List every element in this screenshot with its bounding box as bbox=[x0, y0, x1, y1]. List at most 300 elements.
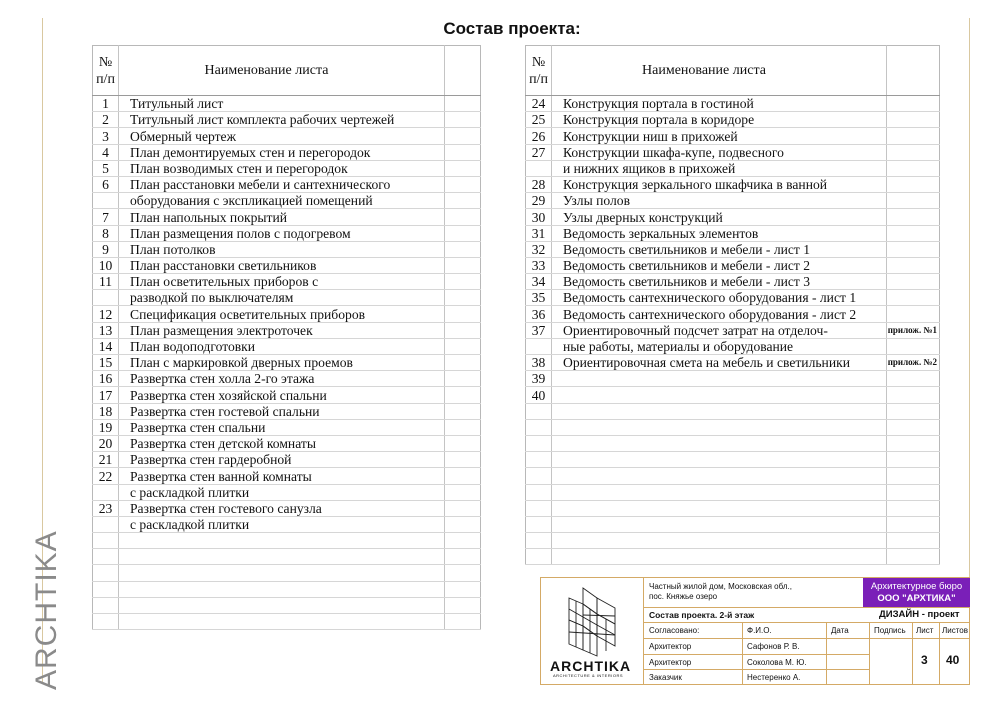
row-note bbox=[445, 128, 481, 144]
bureau-name-line1: Архитектурное бюро bbox=[870, 581, 963, 592]
table-row bbox=[93, 355, 481, 371]
row-note bbox=[887, 128, 940, 144]
table-row bbox=[93, 614, 481, 630]
row-note bbox=[887, 176, 940, 192]
row-note bbox=[445, 484, 481, 500]
sheet-name: Развертка стен холла 2-го этажа bbox=[119, 371, 445, 387]
row-note bbox=[445, 403, 481, 419]
row-note bbox=[887, 306, 940, 322]
row-note bbox=[887, 371, 940, 387]
row-note bbox=[445, 452, 481, 468]
sheet-name: ные работы, материалы и оборудование bbox=[552, 338, 887, 354]
sheet-name: Ведомость сантехнического оборудования - лист 1 bbox=[552, 290, 887, 306]
table-row bbox=[93, 387, 481, 403]
table-row bbox=[526, 435, 940, 451]
table-row bbox=[93, 290, 481, 306]
row-number: 20 bbox=[93, 435, 119, 451]
sheet-name: План напольных покрытий bbox=[119, 209, 445, 225]
row-note bbox=[887, 209, 940, 225]
row-note bbox=[445, 597, 481, 613]
row-number bbox=[93, 516, 119, 532]
row-note bbox=[887, 160, 940, 176]
row-note bbox=[887, 241, 940, 257]
sheet-name: Ведомость зеркальных элементов bbox=[552, 225, 887, 241]
table-row bbox=[93, 565, 481, 581]
row-note bbox=[445, 160, 481, 176]
row-note bbox=[445, 387, 481, 403]
row-number: 33 bbox=[526, 257, 552, 273]
sheet-number: 3 bbox=[921, 653, 928, 667]
row-number: 5 bbox=[93, 160, 119, 176]
table-row bbox=[526, 290, 940, 306]
row-note bbox=[887, 96, 940, 112]
table-row bbox=[93, 96, 481, 112]
sheet-name: Развертка стен гардеробной bbox=[119, 452, 445, 468]
sheet-name: План размещения полов с подогревом bbox=[119, 225, 445, 241]
sheet-name bbox=[552, 452, 887, 468]
row-number: 3 bbox=[93, 128, 119, 144]
row-note bbox=[445, 241, 481, 257]
row-note bbox=[887, 516, 940, 532]
sheet-name: Ориентировочная смета на мебель и светильники bbox=[552, 355, 887, 371]
table-row bbox=[93, 128, 481, 144]
row-number: 27 bbox=[526, 144, 552, 160]
sheet-name: Конструкция портала в гостиной bbox=[552, 96, 887, 112]
row-note bbox=[445, 322, 481, 338]
row-note bbox=[887, 193, 940, 209]
table-row bbox=[93, 533, 481, 549]
row-number bbox=[526, 468, 552, 484]
sheet-name bbox=[119, 597, 445, 613]
row-note bbox=[445, 371, 481, 387]
stamp-line bbox=[644, 622, 970, 623]
person-role: Архитектор bbox=[649, 642, 692, 651]
row-number bbox=[93, 549, 119, 565]
sheet-name: Узлы дверных конструкций bbox=[552, 209, 887, 225]
sheet-name bbox=[552, 419, 887, 435]
row-note bbox=[887, 452, 940, 468]
row-note bbox=[445, 468, 481, 484]
stamp-line bbox=[869, 622, 870, 684]
row-number: 23 bbox=[93, 500, 119, 516]
table-row bbox=[93, 484, 481, 500]
logo-subtitle: ARCHITECTURE & INTERIORS bbox=[553, 673, 624, 678]
row-number: 25 bbox=[526, 112, 552, 128]
sheet-name: оборудования с экспликацией помещений bbox=[119, 193, 445, 209]
sheet-name: Развертка стен ванной комнаты bbox=[119, 468, 445, 484]
sheet-name: План с маркировкой дверных проемов bbox=[119, 355, 445, 371]
sheet-name: Ведомость светильников и мебели - лист 3 bbox=[552, 274, 887, 290]
archtika-logo-icon bbox=[541, 578, 641, 658]
row-number: 4 bbox=[93, 144, 119, 160]
table-row bbox=[93, 371, 481, 387]
sheet-name bbox=[552, 387, 887, 403]
row-number: 14 bbox=[93, 338, 119, 354]
row-number bbox=[93, 290, 119, 306]
table-row bbox=[526, 452, 940, 468]
agreed-label: Согласовано: bbox=[649, 626, 700, 635]
row-number: 26 bbox=[526, 128, 552, 144]
logo-text: ARCHTIKA bbox=[550, 658, 632, 674]
sheet-name bbox=[552, 371, 887, 387]
sheet-name: Конструкции ниш в прихожей bbox=[552, 128, 887, 144]
table-row bbox=[93, 403, 481, 419]
sheet-name: Конструкция зеркального шкафчика в ванной bbox=[552, 176, 887, 192]
right-sheet-table bbox=[525, 45, 940, 565]
table-row bbox=[526, 322, 940, 338]
row-number: 17 bbox=[93, 387, 119, 403]
table-row bbox=[93, 257, 481, 273]
sheet-name: Ориентировочный подсчет затрат на отделоч- bbox=[552, 322, 887, 338]
row-note bbox=[445, 516, 481, 532]
table-row bbox=[526, 274, 940, 290]
person-role: Архитектор bbox=[649, 658, 692, 667]
table-row bbox=[93, 516, 481, 532]
note-column-header bbox=[887, 46, 940, 96]
note-column-header bbox=[445, 46, 481, 96]
row-note bbox=[445, 144, 481, 160]
row-note bbox=[887, 435, 940, 451]
table-row bbox=[93, 176, 481, 192]
row-note bbox=[445, 96, 481, 112]
row-number bbox=[526, 403, 552, 419]
row-number: 34 bbox=[526, 274, 552, 290]
side-brand: ARCHTIKA bbox=[30, 530, 63, 690]
row-number bbox=[93, 581, 119, 597]
row-note bbox=[445, 581, 481, 597]
row-number: 29 bbox=[526, 193, 552, 209]
row-number: 7 bbox=[93, 209, 119, 225]
table-row bbox=[93, 193, 481, 209]
table-row bbox=[526, 257, 940, 273]
table-row bbox=[526, 533, 940, 549]
row-number: 9 bbox=[93, 241, 119, 257]
table-row bbox=[93, 500, 481, 516]
sheet-name: План демонтируемых стен и перегородок bbox=[119, 144, 445, 160]
row-number: 16 bbox=[93, 371, 119, 387]
project-stage: ДИЗАЙН - проект bbox=[879, 609, 960, 620]
sheet-title: Состав проекта. 2-й этаж bbox=[649, 610, 755, 620]
row-number bbox=[526, 500, 552, 516]
project-address-line2: пос. Княжье озеро bbox=[649, 592, 718, 601]
table-row bbox=[93, 225, 481, 241]
table-row bbox=[93, 241, 481, 257]
row-number: 12 bbox=[93, 306, 119, 322]
row-note bbox=[887, 225, 940, 241]
sheet-name: разводкой по выключателям bbox=[119, 290, 445, 306]
stamp-line bbox=[644, 654, 869, 655]
row-number bbox=[93, 597, 119, 613]
row-note bbox=[887, 144, 940, 160]
row-note bbox=[887, 257, 940, 273]
row-note bbox=[445, 112, 481, 128]
stamp-line bbox=[939, 622, 940, 684]
row-note bbox=[445, 614, 481, 630]
row-note bbox=[445, 209, 481, 225]
table-row bbox=[526, 225, 940, 241]
row-number bbox=[526, 419, 552, 435]
row-number: 2 bbox=[93, 112, 119, 128]
table-header-row bbox=[93, 46, 481, 96]
table-row bbox=[93, 338, 481, 354]
sheet-name bbox=[119, 549, 445, 565]
row-note bbox=[445, 500, 481, 516]
sheets-total: 40 bbox=[946, 653, 960, 667]
date-header: Дата bbox=[831, 626, 849, 635]
row-number: 24 bbox=[526, 96, 552, 112]
number-sign: № bbox=[531, 54, 546, 70]
sheet-name: Титульный лист bbox=[119, 96, 445, 112]
row-note bbox=[445, 338, 481, 354]
table-row bbox=[93, 597, 481, 613]
row-number: 13 bbox=[93, 322, 119, 338]
stamp-line bbox=[742, 622, 743, 684]
table-row bbox=[526, 306, 940, 322]
row-number: 18 bbox=[93, 403, 119, 419]
row-note bbox=[445, 290, 481, 306]
row-note bbox=[445, 565, 481, 581]
row-number bbox=[526, 549, 552, 565]
table-row bbox=[93, 581, 481, 597]
row-number bbox=[93, 565, 119, 581]
row-number bbox=[93, 533, 119, 549]
name-column-header: Наименование листа bbox=[552, 46, 887, 96]
table-row bbox=[526, 176, 940, 192]
signature-header: Подпись bbox=[874, 626, 906, 635]
row-note bbox=[887, 274, 940, 290]
fio-header: Ф.И.О. bbox=[747, 626, 772, 635]
project-address-line1: Частный жилой дом, Московская обл., bbox=[649, 582, 792, 591]
table-row bbox=[93, 419, 481, 435]
sheet-name bbox=[552, 403, 887, 419]
sheet-name: План возводимых стен и перегородок bbox=[119, 160, 445, 176]
number-column-header bbox=[93, 46, 119, 96]
sheet-name bbox=[552, 435, 887, 451]
row-note bbox=[887, 403, 940, 419]
row-note bbox=[887, 549, 940, 565]
sheet-name: План расстановки мебели и сантехнического bbox=[119, 176, 445, 192]
table-row bbox=[526, 387, 940, 403]
row-note bbox=[887, 387, 940, 403]
stamp-line bbox=[912, 622, 913, 684]
stamp-line bbox=[644, 638, 970, 639]
sheet-name bbox=[119, 565, 445, 581]
sheet-name: План расстановки светильников bbox=[119, 257, 445, 273]
sheet-name: План размещения электроточек bbox=[119, 322, 445, 338]
sheet-name: Конструкция портала в коридоре bbox=[552, 112, 887, 128]
table-row bbox=[93, 274, 481, 290]
logo-cell bbox=[541, 578, 644, 684]
row-number bbox=[526, 484, 552, 500]
row-note bbox=[887, 112, 940, 128]
row-note bbox=[887, 419, 940, 435]
row-note bbox=[887, 533, 940, 549]
table-row bbox=[93, 322, 481, 338]
row-number: 15 bbox=[93, 355, 119, 371]
table-row bbox=[526, 516, 940, 532]
table-row bbox=[93, 209, 481, 225]
row-number: 10 bbox=[93, 257, 119, 273]
row-number: 31 bbox=[526, 225, 552, 241]
row-number: 35 bbox=[526, 290, 552, 306]
row-note bbox=[445, 274, 481, 290]
row-note: прилож. №1 bbox=[887, 322, 940, 338]
row-note bbox=[445, 549, 481, 565]
sheet-name: с раскладкой плитки bbox=[119, 484, 445, 500]
row-number: 38 bbox=[526, 355, 552, 371]
bureau-name-line2: ООО "АРХТИКА" bbox=[877, 593, 956, 604]
table-row bbox=[93, 306, 481, 322]
sheet-name: План водоподготовки bbox=[119, 338, 445, 354]
table-row bbox=[526, 468, 940, 484]
sheet-name bbox=[119, 533, 445, 549]
row-number bbox=[526, 452, 552, 468]
table-row bbox=[526, 355, 940, 371]
sheets-header: Листов bbox=[942, 626, 968, 635]
name-column-header: Наименование листа bbox=[119, 46, 445, 96]
table-row bbox=[93, 160, 481, 176]
table-row bbox=[526, 371, 940, 387]
row-note bbox=[445, 257, 481, 273]
number-column-header bbox=[526, 46, 552, 96]
row-number: 11 bbox=[93, 274, 119, 290]
row-note bbox=[887, 484, 940, 500]
row-number: 8 bbox=[93, 225, 119, 241]
sheet-name bbox=[552, 484, 887, 500]
sheet-name: Ведомость сантехнического оборудования - лист 2 bbox=[552, 306, 887, 322]
title-block bbox=[540, 577, 970, 685]
table-row bbox=[93, 549, 481, 565]
row-number: 1 bbox=[93, 96, 119, 112]
row-number bbox=[93, 484, 119, 500]
row-note: прилож. №2 bbox=[887, 355, 940, 371]
row-number bbox=[526, 533, 552, 549]
row-number bbox=[93, 193, 119, 209]
row-number: 22 bbox=[93, 468, 119, 484]
row-note bbox=[887, 290, 940, 306]
table-row bbox=[526, 484, 940, 500]
row-number: 6 bbox=[93, 176, 119, 192]
sheet-name bbox=[119, 581, 445, 597]
row-number bbox=[526, 435, 552, 451]
page-title: Состав проекта: bbox=[443, 19, 581, 38]
table-row bbox=[526, 160, 940, 176]
sheet-name: Спецификация осветительных приборов bbox=[119, 306, 445, 322]
sheet-name: Узлы полов bbox=[552, 193, 887, 209]
table-row bbox=[526, 403, 940, 419]
sheet-name: Обмерный чертеж bbox=[119, 128, 445, 144]
sheet-name bbox=[552, 468, 887, 484]
sheet-name bbox=[552, 516, 887, 532]
row-note bbox=[887, 338, 940, 354]
person-name: Соколова М. Ю. bbox=[747, 658, 807, 667]
table-row bbox=[526, 338, 940, 354]
sheet-name: Ведомость светильников и мебели - лист 2 bbox=[552, 257, 887, 273]
table-row bbox=[526, 500, 940, 516]
number-abbrev: п/п bbox=[96, 71, 115, 87]
sheet-name: и нижних ящиков в прихожей bbox=[552, 160, 887, 176]
table-row bbox=[526, 549, 940, 565]
sheet-name: Развертка стен гостевой спальни bbox=[119, 403, 445, 419]
sheet-name: Титульный лист комплекта рабочих чертежей bbox=[119, 112, 445, 128]
sheet-name bbox=[552, 533, 887, 549]
sheet-name: Развертка стен гостевого санузла bbox=[119, 500, 445, 516]
row-note bbox=[445, 306, 481, 322]
bureau-badge bbox=[863, 578, 970, 607]
row-number: 28 bbox=[526, 176, 552, 192]
row-number bbox=[93, 614, 119, 630]
table-row bbox=[526, 112, 940, 128]
row-note bbox=[445, 419, 481, 435]
table-row bbox=[526, 128, 940, 144]
row-number bbox=[526, 516, 552, 532]
row-note bbox=[887, 468, 940, 484]
table-header-row bbox=[526, 46, 940, 96]
person-name: Нестеренко А. bbox=[747, 673, 801, 682]
row-note bbox=[445, 225, 481, 241]
row-number: 37 bbox=[526, 322, 552, 338]
row-note bbox=[445, 533, 481, 549]
sheet-header: Лист bbox=[916, 626, 934, 635]
row-note bbox=[445, 435, 481, 451]
table-row bbox=[93, 452, 481, 468]
sheet-name: Конструкции шкафа-купе, подвесного bbox=[552, 144, 887, 160]
row-number: 21 bbox=[93, 452, 119, 468]
row-note bbox=[445, 193, 481, 209]
sheet-name: Развертка стен хозяйской спальни bbox=[119, 387, 445, 403]
person-role: Заказчик bbox=[649, 673, 682, 682]
table-row bbox=[526, 419, 940, 435]
table-row bbox=[526, 209, 940, 225]
sheet-name: Ведомость светильников и мебели - лист 1 bbox=[552, 241, 887, 257]
table-row bbox=[93, 468, 481, 484]
table-row bbox=[526, 144, 940, 160]
row-number: 30 bbox=[526, 209, 552, 225]
person-name: Сафонов Р. В. bbox=[747, 642, 800, 651]
table-row bbox=[93, 112, 481, 128]
sheet-name: Развертка стен детской комнаты bbox=[119, 435, 445, 451]
number-abbrev: п/п bbox=[529, 71, 548, 87]
row-note bbox=[445, 355, 481, 371]
row-number: 39 bbox=[526, 371, 552, 387]
left-sheet-table bbox=[92, 45, 481, 630]
row-number: 19 bbox=[93, 419, 119, 435]
sheet-name: План потолков bbox=[119, 241, 445, 257]
row-note bbox=[445, 176, 481, 192]
sheet-name bbox=[552, 500, 887, 516]
table-row bbox=[93, 435, 481, 451]
row-number: 40 bbox=[526, 387, 552, 403]
number-sign: № bbox=[98, 54, 113, 70]
table-row bbox=[93, 144, 481, 160]
stamp-line bbox=[826, 622, 827, 684]
sheet-name: с раскладкой плитки bbox=[119, 516, 445, 532]
table-row bbox=[526, 241, 940, 257]
row-number bbox=[526, 338, 552, 354]
table-row bbox=[526, 96, 940, 112]
sheet-name bbox=[552, 549, 887, 565]
row-number: 36 bbox=[526, 306, 552, 322]
row-number: 32 bbox=[526, 241, 552, 257]
stamp-line bbox=[644, 669, 869, 670]
sheet-name: Развертка стен спальни bbox=[119, 419, 445, 435]
row-note bbox=[887, 500, 940, 516]
stamp-line bbox=[644, 607, 970, 608]
sheet-name bbox=[119, 614, 445, 630]
table-row bbox=[526, 193, 940, 209]
sheet-name: План осветительных приборов с bbox=[119, 274, 445, 290]
row-number bbox=[526, 160, 552, 176]
